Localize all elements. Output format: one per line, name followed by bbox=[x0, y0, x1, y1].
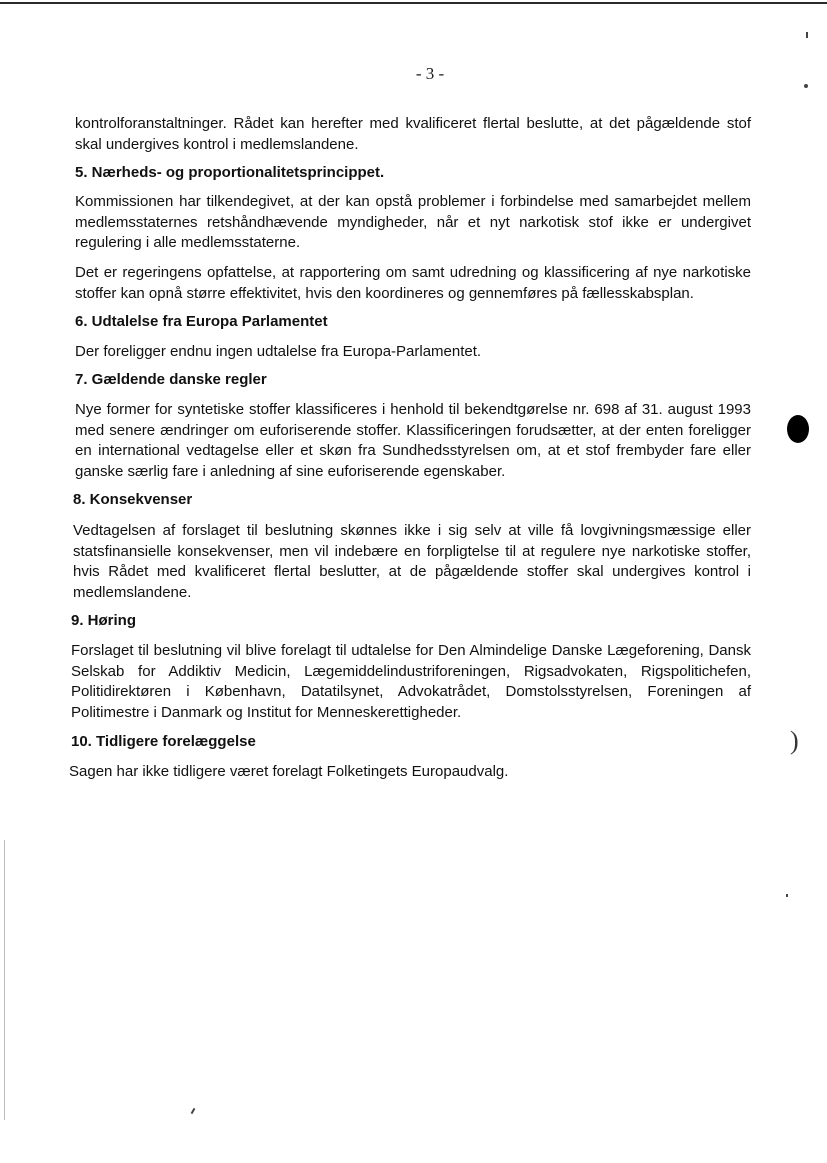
scan-speck bbox=[786, 894, 788, 897]
left-scan-edge bbox=[4, 840, 5, 1120]
section-6-heading: 6. Udtalelse fra Europa Parlamentet bbox=[75, 313, 328, 330]
section-7-paragraph: Nye former for syntetiske stoffer klassificeres i henhold til bekendtgørelse nr. 698 af 31. august 1993 med senere ændringer om euforiserende stoffer. Klassificeringen forudsætter, at der enten foreligger en international vedtagelse eller et skøn fra Sundhedsstyrelsen om, at et stof frembyder fare eller ganske særlig fare i anledning af sine euforiserende egenskaber. bbox=[75, 401, 751, 480]
section-8-paragraph: Vedtagelsen af forslaget til beslutning skønnes ikke i sig selv at ville få lovgivningsmæssige eller statsfinansielle konsekvenser, men vil indebære en forpligtelse til at regulere nye narkotiske stoffer, hvis Rådet med kvalificeret flertal beslutter, at de pågældende stoffer skal undergives kontrol i medlemslandene. bbox=[73, 522, 751, 601]
punch-hole-mark bbox=[787, 415, 809, 443]
section-5-heading: 5. Nærheds- og proportionalitetsprincippet. bbox=[75, 164, 385, 181]
section-6-paragraph: Der foreligger endnu ingen udtalelse fra Europa-Parlamentet. bbox=[75, 343, 482, 360]
section-5-paragraph-2: Det er regeringens opfattelse, at rapportering om samt udredning og klassificering af nye narkotiske stoffer kan opnå større effektivitet, hvis den koordineres og gennemføres på fællesskabsplan. bbox=[75, 264, 751, 302]
page-number: - 3 - bbox=[415, 64, 445, 83]
intro-paragraph: kontrolforanstaltninger. Rådet kan herefter med kvalificeret flertal beslutte, at det pågældende stof skal undergives kontrol i medlemslandene. bbox=[75, 115, 751, 153]
section-9-paragraph: Forslaget til beslutning vil blive forelagt til udtalelse for Den Almindelige Danske Lægeforening, Dansk Selskab for Addiktiv Medicin, Lægemiddelindustriforeningen, Rigsadvokaten, Rigspolitichefen, Politidirektøren i København, Datatilsynet, Advokatrådet, Domstolsstyrelsen, Foreningen af Politimestre i Danmark og Institut for Menneskerettigheder. bbox=[71, 642, 751, 721]
section-10-heading: 10. Tidligere forelæggelse bbox=[71, 733, 256, 750]
section-7-heading: 7. Gældende danske regler bbox=[75, 371, 267, 388]
scan-speck bbox=[804, 84, 808, 88]
margin-bracket-mark: ) bbox=[790, 726, 799, 755]
scan-speck bbox=[191, 1108, 196, 1114]
section-10-paragraph: Sagen har ikke tidligere været forelagt Folketingets Europaudvalg. bbox=[69, 763, 509, 780]
section-9-heading: 9. Høring bbox=[71, 612, 137, 629]
section-5-paragraph-1: Kommissionen har tilkendegivet, at der kan opstå problemer i forbindelse med samarbejdet mellem medlemsstaternes retshåndhævende myndigheder, når et nyt narkotisk stof ikke er undergivet regulering i alle medlemsstaterne. bbox=[75, 193, 751, 251]
top-border-line bbox=[0, 2, 827, 4]
section-8-heading: 8. Konsekvenser bbox=[73, 491, 193, 508]
scan-speck bbox=[806, 32, 808, 38]
